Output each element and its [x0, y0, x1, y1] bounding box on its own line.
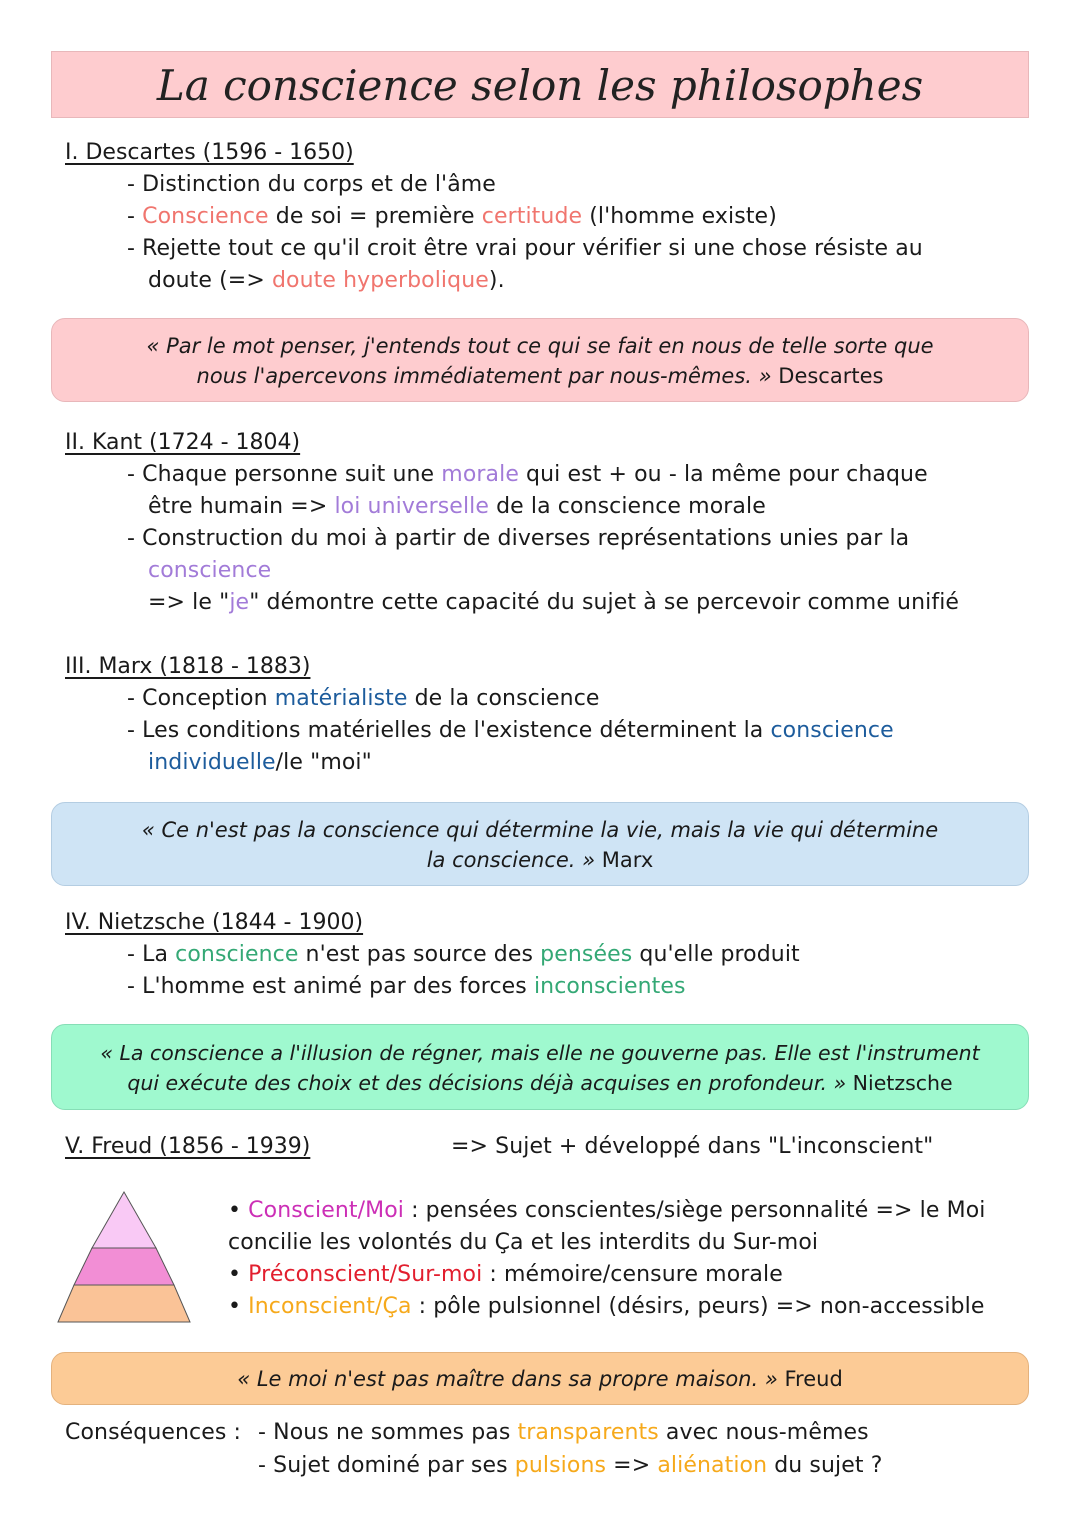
nietzsche-quote	[51, 1024, 1029, 1110]
freud-heading: V. Freud (1856 - 1939)	[65, 1134, 311, 1159]
freud-quote	[51, 1352, 1029, 1405]
descartes-heading: I. Descartes (1596 - 1650)	[65, 140, 354, 165]
kant-bullet-1: - Chaque personne suit une morale qui est + ou - la même pour chaque	[127, 462, 928, 487]
quote-author: Nietzsche	[846, 1071, 953, 1095]
marx-bullet-2: - Les conditions matérielles de l'existence déterminent la conscience	[127, 718, 894, 743]
descartes-bullet-1: - Distinction du corps et de l'âme	[127, 172, 496, 197]
bullet-icon: •	[228, 1262, 242, 1287]
bullet-icon: •	[228, 1294, 242, 1319]
quote-line: nous l'apercevons immédiatement par nous-mêmes. » Descartes	[196, 364, 884, 388]
page-title: La conscience selon les philosophes	[156, 61, 924, 110]
quote-line: qui exécute des choix et des décisions déjà acquises en profondeur. » Nietzsche	[127, 1071, 953, 1095]
keyword: inconscientes	[533, 974, 686, 999]
keyword: pulsions	[514, 1453, 607, 1478]
quote-line: « Ce n'est pas la conscience qui détermine la vie, mais la vie qui détermine	[141, 818, 939, 842]
kant-bullet-2-keyword: conscience	[148, 558, 272, 583]
nietzsche-heading: IV. Nietzsche (1844 - 1900)	[65, 910, 364, 935]
quote-line: « Le moi n'est pas maître dans sa propre maison. » Freud	[237, 1367, 843, 1391]
title-banner	[51, 51, 1029, 118]
keyword: Préconscient/Sur-moi	[248, 1262, 483, 1287]
quote-line: « Par le mot penser, j'entends tout ce qui se fait en nous de telle sorte que	[146, 334, 934, 358]
keyword: doute hyperbolique	[271, 268, 489, 293]
quote-author: Descartes	[771, 364, 884, 388]
keyword: conscience	[175, 942, 299, 967]
marx-heading: III. Marx (1818 - 1883)	[65, 654, 311, 679]
keyword: Conscience	[142, 204, 269, 229]
freud-preconscient: • Préconscient/Sur-moi : mémoire/censure morale	[228, 1262, 783, 1287]
keyword: Inconscient/Ça	[248, 1294, 412, 1319]
keyword: morale	[441, 462, 519, 487]
quote-author: Freud	[777, 1367, 843, 1391]
pyramid-top-conscient	[92, 1192, 156, 1248]
nietzsche-bullet-1: - La conscience n'est pas source des pensées qu'elle produit	[127, 942, 800, 967]
quote-author: Marx	[595, 848, 654, 872]
kant-bullet-2-conclusion: => le "je" démontre cette capacité du sujet à se percevoir comme unifié	[148, 590, 960, 615]
quote-line: « La conscience a l'illusion de régner, mais elle ne gouverne pas. Elle est l'instrument	[100, 1041, 980, 1065]
bullet-icon: •	[228, 1198, 242, 1223]
kant-bullet-2: - Construction du moi à partir de diverses représentations unies par la	[127, 526, 910, 551]
freud-conscient-cont: concilie les volontés du Ça et les interdits du Sur-moi	[228, 1230, 819, 1255]
freud-inconscient: • Inconscient/Ça : pôle pulsionnel (désirs, peurs) => non-accessible	[228, 1294, 985, 1319]
keyword: conscience	[770, 718, 894, 743]
keyword: individuelle	[148, 750, 276, 775]
pyramid-base-inconscient	[58, 1285, 190, 1322]
psyche-pyramid-icon	[56, 1190, 192, 1324]
consequences-label: Conséquences :	[65, 1420, 242, 1445]
keyword: matérialiste	[274, 686, 408, 711]
keyword: aliénation	[657, 1453, 768, 1478]
keyword: pensées	[540, 942, 633, 967]
descartes-bullet-3-cont: doute (=> doute hyperbolique).	[148, 268, 505, 293]
keyword: transparents	[517, 1420, 659, 1445]
keyword: je	[229, 590, 250, 615]
pyramid-middle-preconscient	[74, 1248, 174, 1285]
freud-conscient: • Conscient/Moi : pensées conscientes/siège personnalité => le Moi	[228, 1198, 986, 1223]
descartes-quote	[51, 318, 1029, 402]
quote-line: la conscience. » Marx	[426, 848, 654, 872]
kant-heading: II. Kant (1724 - 1804)	[65, 430, 301, 455]
nietzsche-bullet-2: - L'homme est animé par des forces inconscientes	[127, 974, 686, 999]
kant-bullet-1-cont: être humain => loi universelle de la conscience morale	[148, 494, 766, 519]
descartes-bullet-3: - Rejette tout ce qu'il croit être vrai pour vérifier si une chose résiste au	[127, 236, 923, 261]
descartes-bullet-2: - Conscience de soi = première certitude (l'homme existe)	[127, 204, 777, 229]
consequence-2: - Sujet dominé par ses pulsions => aliénation du sujet ?	[258, 1453, 883, 1478]
keyword: Conscient/Moi	[248, 1198, 404, 1223]
marx-quote	[51, 802, 1029, 886]
marx-bullet-2-cont: individuelle/le "moi"	[148, 750, 372, 775]
keyword: loi universelle	[334, 494, 490, 519]
keyword: certitude	[481, 204, 583, 229]
freud-subnote: => Sujet + développé dans "L'inconscient"	[451, 1134, 934, 1159]
consequence-1: - Nous ne sommes pas transparents avec nous-mêmes	[258, 1420, 869, 1445]
marx-bullet-1: - Conception matérialiste de la conscience	[127, 686, 600, 711]
